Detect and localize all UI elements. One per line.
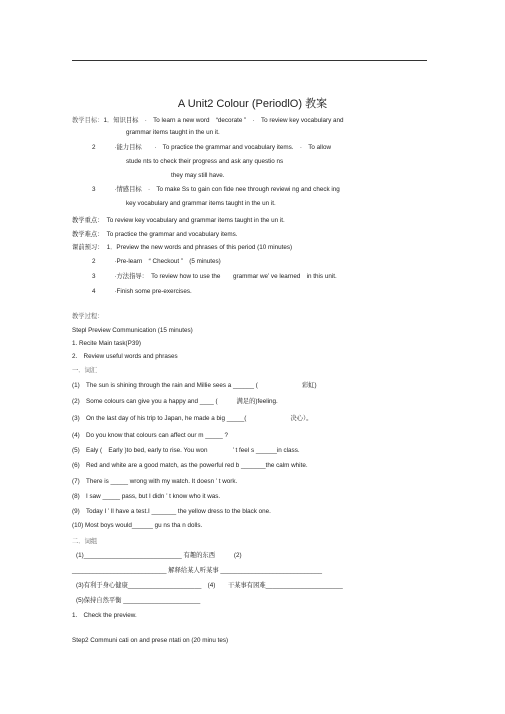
objectives-text-1: 1．知识目标 · To learn a new word “decorate ” · To review key vocabulary and (103, 117, 344, 124)
vocab-item-6: (6) Red and white are a good match, as the powerful red b _______the calm white. (72, 462, 308, 469)
preview-line-2: 2 ·Pre-learn “ Checkout ” (5 minutes) (92, 258, 221, 265)
key-points: 教学重点： To review key vocabulary and grammar items taught in the un it. (72, 217, 285, 224)
phrase-line-4: (5)保持自然平衡 ______________________ (76, 597, 201, 604)
page-title: A Unit2 Colour (PeriodlO) 教案 (177, 98, 328, 110)
vocab-item-5: (5) Ealy ( Early )to bed, early to rise. You won ’ t feel s ______in class. (72, 447, 300, 454)
vocab-item-8: (8) I saw _____ pass, but I didn ’ t know who it was. (72, 493, 221, 500)
phrase-line-1: (1)____________________________ 有趣的东西 (2) (76, 552, 242, 559)
step1-item-1: 1. Recite Main task(P39) (72, 340, 141, 347)
difficult-points: 教学难点： To practice the grammar and vocabulary items. (72, 231, 238, 238)
objectives-line-5: they may still have. (171, 172, 225, 179)
objectives-line-2: grammar items taught in the un it. (126, 129, 220, 136)
objectives-line-6: 3 ·情感目标 · To make Ss to gain con fide nee through reviewi ng and check ing (92, 186, 340, 193)
step2-heading: Step2 Communi cati on and prese ntati on (20 minu tes) (72, 637, 229, 644)
process-label: 教学过程： (72, 313, 104, 320)
objectives-line-1 (72, 117, 344, 125)
step1-heading: Stepl Preview Communication (15 minutes) (72, 327, 193, 334)
vocab-item-2: (2) Some colours can give you a happy and ____ ( 满足的)feeling. (72, 398, 278, 405)
phrase-label: 二．词组 (72, 538, 98, 545)
check-preview: 1. Check the preview. (72, 612, 137, 619)
preview-line-4: 4 ·Finish some pre-exercises. (92, 288, 192, 295)
objectives-label: 教学目标： (72, 117, 104, 124)
objectives-line-4: stude nts to check their progress and ask any questio ns (126, 158, 284, 165)
vocab-item-7: (7) There is _____ wrong with my watch. It doesn ’ t work. (72, 478, 238, 485)
vocab-item-9: (9) Today I ’ ll have a test.I _______ the yellow dress to the black one. (72, 508, 271, 515)
preview-line-3: 3 ·方法指导： To review how to use the grammar we’ ve learned in this unit. (92, 273, 337, 280)
step1-item-2: 2. Review useful words and phrases (72, 353, 178, 360)
preview-line-1: 课前预习： 1．Preview the new words and phrases of this period (10 minutes) (72, 244, 293, 251)
top-rule (72, 60, 427, 61)
vocab-item-3: (3) On the last day of his trip to Japan, he made a big _____( 决心）。 (72, 415, 313, 422)
vocab-item-1: (1) The sun is shining through the rain and Millie sees a ______ ( 彩虹) (72, 382, 317, 389)
objectives-line-7: key vocabulary and grammar items taught in the un it. (126, 200, 276, 207)
phrase-line-3: (3)有利于身心健康_____________________ (4) 干某事有困难______________________ (76, 582, 343, 589)
vocab-item-10: (10) Most boys would______ gu ns tha n dolls. (72, 522, 203, 529)
vocab-item-4: (4) Do you know that colours can affect our m _____ ? (72, 432, 228, 439)
phrase-line-2: ___________________________ 解释给某人听某事 _____________________________ (72, 567, 322, 574)
vocab-label: 一．词汇 (72, 367, 98, 374)
objectives-line-3: 2 ·能力目标 · To practice the grammar and vocabulary items. · To allow (92, 144, 331, 151)
